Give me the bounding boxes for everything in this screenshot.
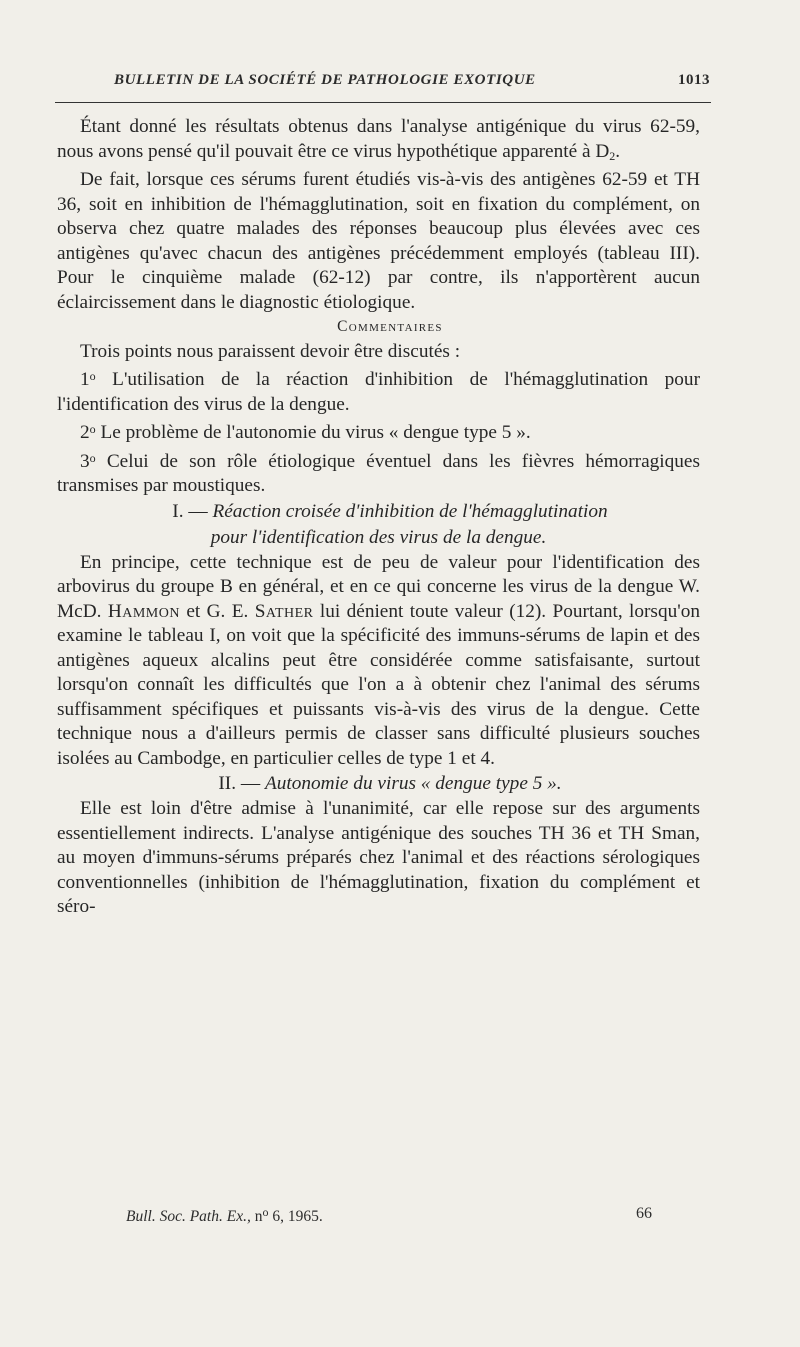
point-2-number: 2	[80, 422, 90, 443]
article-body	[57, 115, 700, 920]
point-1-number: 1	[80, 369, 90, 390]
header-rule	[55, 102, 711, 103]
section-title-commentaires: Commentaires	[337, 318, 443, 335]
running-title: BULLETIN DE LA SOCIÉTÉ DE PATHOLOGIE EXOTIQUE	[114, 72, 536, 88]
point-3-text: Celui de son rôle étiologique éventuel dans les fièvres hémorragiques transmises par moustiques.	[57, 450, 700, 496]
citation-rest: 6, 1965.	[268, 1208, 323, 1225]
author-sather: Sather	[254, 600, 314, 622]
point-2-ordinal: o	[89, 422, 96, 436]
point-2-text: Le problème de l'autonomie du virus « dengue type 5 ».	[95, 422, 531, 443]
citation-number-label: n	[250, 1208, 263, 1225]
paragraph-technique-c: lui dénient toute valeur (12). Pourtant, lorsqu'on examine le tableau I, on voit que la spécificité des immuns-sérums de lapin et des antigènes aqueux alcalins peut être considérée comme satisfaisante, surtout lorsqu'on connaît les difficultés que l'on a à obtenir chez l'animal des sérums suffisamment spécifiques et puissants vis-à-vis des virus de la dengue. Cette technique nous a d'ailleurs permis de classer sans difficulté plusieurs souches isolées au Cambodge, en particulier celles de type 1 et 4.	[57, 600, 700, 769]
paragraph-results-text: Étant donné les résultats obtenus dans l'analyse antigénique du virus 62-59, nous avons pensé qu'il pouvait être ce virus hypothétique apparenté à D	[57, 116, 700, 162]
paragraph-results	[57, 115, 700, 168]
subsection-1-line1: Réaction croisée d'inhibition de l'hémagglutination	[212, 500, 608, 522]
paragraph-technique-a: En principe, cette technique est de peu de valeur pour l'identification des arbovirus du groupe B en général, et en ce qui concerne les virus de la dengue W. McD.	[57, 551, 700, 622]
subsection-2-prefix: II. —	[218, 773, 265, 794]
point-3-ordinal: o	[89, 450, 96, 465]
sheet-number: 66	[636, 1205, 652, 1222]
journal-citation	[126, 1205, 323, 1226]
paragraph-sera-study: De fait, lorsque ces sérums furent étudiés vis-à-vis des antigènes 62-59 et TH 36, soit en inhibition de l'hémagglutination, soit en fixation du complément, on observa chez quatre malades des réponses beaucoup plus élevées avec ces antigènes qu'avec chacun des antigènes précédemment employés (tableau III). Pour le cinquième malade (62-12) par contre, ils n'apportèrent aucun éclaircissement dans le diagnostic étiologique.	[57, 169, 700, 313]
author-hammon: Hammon	[107, 600, 180, 622]
point-3	[57, 446, 700, 499]
subsection-1-line2: pour l'identification des virus de la dengue.	[210, 526, 547, 548]
paragraph-technique	[57, 551, 700, 772]
point-1-text: L'utilisation de la réaction d'inhibition de l'hémagglutination pour l'identification des virus de la dengue.	[57, 369, 700, 415]
point-1	[57, 364, 700, 417]
paragraph-results-end: .	[615, 140, 621, 162]
paragraph-technique-b: et G. E.	[179, 600, 255, 622]
subsection-2-rest: « dengue type 5 ».	[415, 773, 562, 794]
subsection-1-prefix: I. —	[172, 500, 213, 522]
subscript-2: 2	[609, 148, 616, 163]
subsection-1-heading	[57, 499, 700, 551]
paragraph-intro: Trois points nous paraissent devoir être discutés :	[80, 340, 461, 362]
point-2	[57, 417, 700, 446]
point-1-ordinal: o	[89, 369, 96, 383]
citation-ordinal: o	[262, 1205, 269, 1219]
subsection-2-heading	[57, 771, 700, 797]
page-number: 1013	[678, 72, 710, 88]
citation-journal: Bull. Soc. Path. Ex.,	[126, 1208, 251, 1225]
subsection-2-italic: Autonomie du virus	[264, 773, 416, 794]
point-3-number: 3	[80, 450, 90, 472]
paragraph-autonomie: Elle est loin d'être admise à l'unanimité, car elle repose sur des arguments essentiellement indirects. L'analyse antigénique des souches TH 36 et TH Sman, au moyen d'immuns-sérums préparés chez l'animal et des réactions sérologiques conventionnelles (inhibition de l'hémagglutination, fixation du complément et séro-	[57, 798, 700, 917]
